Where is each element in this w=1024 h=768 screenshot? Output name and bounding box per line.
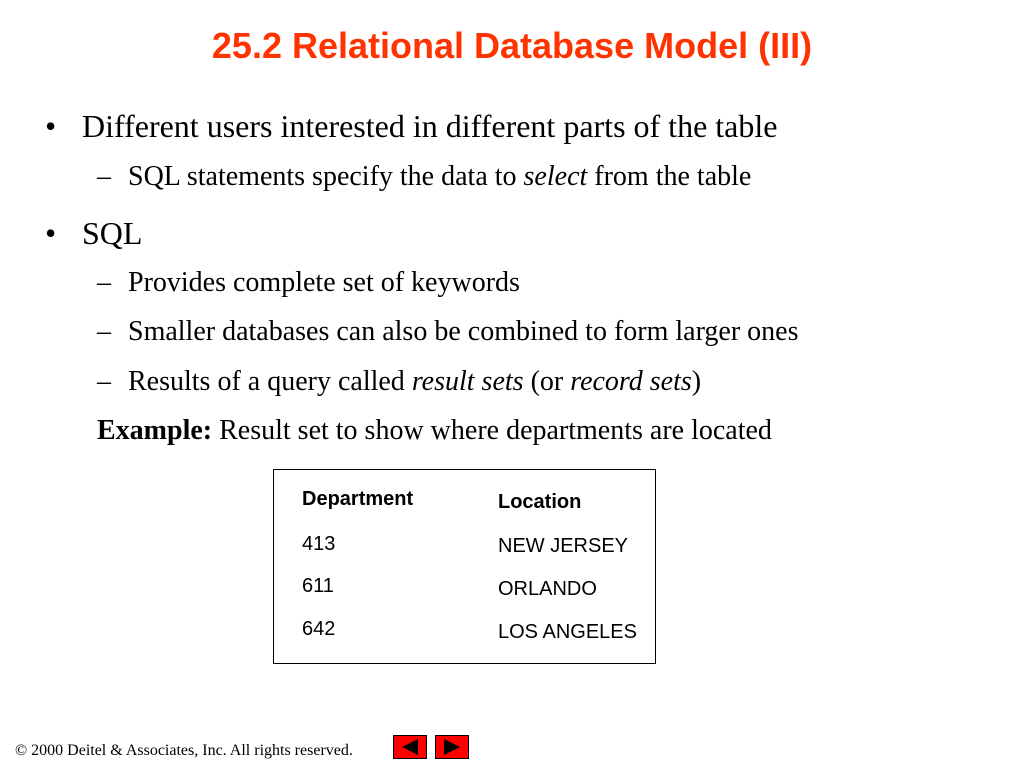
- subbullet-text-before: SQL statements specify the data to: [128, 161, 524, 192]
- dash-marker: –: [97, 267, 111, 298]
- example-line: [97, 414, 772, 448]
- slide-title: 25.2 Relational Database Model (III): [211, 25, 813, 66]
- bullet-sql: [45, 213, 142, 253]
- next-slide-button[interactable]: [435, 735, 469, 759]
- emphasis-select: select: [523, 161, 588, 192]
- bullet-text: Different users interested in different parts of the table: [82, 108, 778, 144]
- subbullet-text-before: Results of a query called: [128, 366, 412, 397]
- table-cell-department: 642: [302, 618, 336, 640]
- subbullet-result-sets: [97, 365, 701, 399]
- left-triangle-icon: [394, 736, 426, 758]
- subbullet-text: Smaller databases can also be combined to form larger ones: [128, 316, 799, 347]
- subbullet-smaller-databases: [97, 315, 798, 349]
- result-set-table: [273, 469, 656, 664]
- subbullet-keywords: [97, 266, 520, 300]
- copyright-text: 2000 Deitel & Associates, Inc. All rights reserved.: [27, 742, 353, 759]
- table-cell-location: ORLANDO: [498, 578, 597, 600]
- subbullet-text-after: from the table: [587, 161, 752, 192]
- subbullet-sql-statements: [97, 160, 751, 194]
- bullet-marker: •: [45, 108, 57, 144]
- dash-marker: –: [97, 366, 111, 397]
- table-cell-location: LOS ANGELES: [498, 621, 637, 643]
- table-cell-department: 413: [302, 533, 336, 555]
- table-cell-location: NEW JERSEY: [498, 535, 629, 557]
- bullet-text: SQL: [82, 215, 143, 251]
- subbullet-text-middle: (or: [523, 366, 571, 397]
- emphasis-result-sets: result sets: [411, 366, 524, 397]
- column-header-location: Location: [498, 491, 582, 513]
- bullet-marker: •: [45, 215, 57, 251]
- subbullet-text: Provides complete set of keywords: [128, 267, 520, 298]
- dash-marker: –: [97, 316, 111, 347]
- dash-marker: –: [97, 161, 111, 192]
- previous-slide-button[interactable]: [393, 735, 427, 759]
- table-cell-department: 611: [302, 575, 334, 597]
- column-header-department: Department: [302, 488, 414, 510]
- emphasis-record-sets: record sets: [570, 366, 692, 397]
- copyright-footer: [15, 741, 353, 761]
- subbullet-text-after: ): [691, 366, 702, 397]
- right-triangle-icon: [436, 736, 468, 758]
- example-label: Example:: [97, 415, 213, 446]
- example-text: Result set to show where departments are located: [212, 415, 772, 446]
- copyright-symbol: ©: [15, 742, 28, 759]
- bullet-different-users: [45, 106, 777, 146]
